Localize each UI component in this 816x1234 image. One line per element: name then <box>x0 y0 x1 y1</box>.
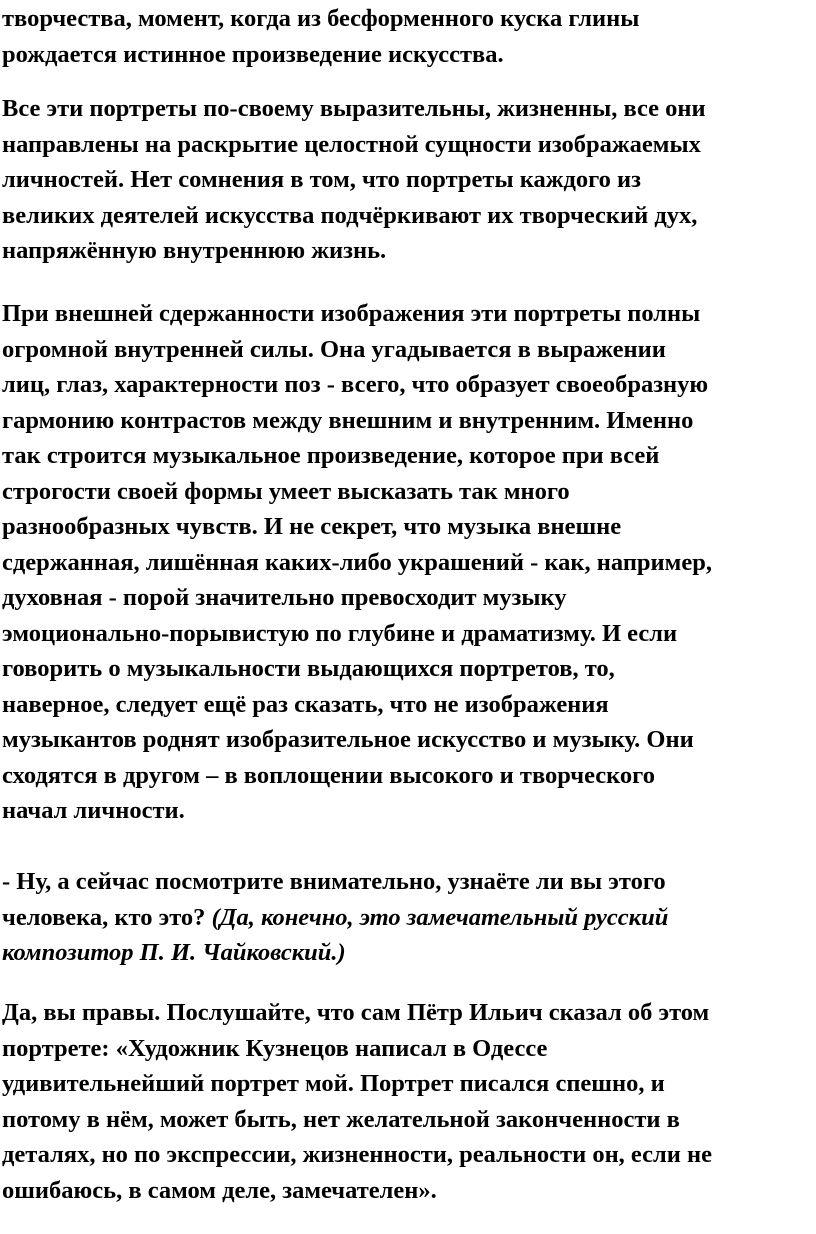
text-line: говорить о музыкальности выдающихся портретов, то, <box>2 655 615 682</box>
text-line: так строится музыкальное произведение, которое при всей <box>2 442 660 469</box>
text-line: творчества, момент, когда из бесформенного куска глины <box>2 5 640 32</box>
text-line: рождается истинное произведение искусства. <box>2 40 504 68</box>
text-line: духовная - порой значительно превосходит музыку <box>2 584 567 611</box>
text-line: напряжённую внутреннюю жизнь. <box>2 237 387 264</box>
text-line: строгости своей формы умеет высказать так много <box>2 477 570 505</box>
text-line: При внешней сдержанности изображения эти портреты полны <box>2 300 701 327</box>
text-line: разнообразных чувств. И не секрет, что музыка внешне <box>2 513 622 540</box>
text-line: великих деятелей искусства подчёркивают их творческий дух, <box>2 201 698 229</box>
text-line: удивительнейший портрет мой. Портрет писался спешно, и <box>2 1070 665 1097</box>
text-line: направлены на раскрытие целостной сущности изображаемых <box>2 130 701 158</box>
text-line: наверное, следует ещё раз сказать, что не изображения <box>2 690 609 718</box>
text-line: Все эти портреты по-своему выразительны, жизненны, все они <box>2 95 706 122</box>
text-line: личностей. Нет сомнения в том, что портреты каждого из <box>2 166 641 193</box>
text-line: огромной внутренней силы. Она угадывается в выражении <box>2 335 666 363</box>
text-line: Да, вы правы. Послушайте, что сам Пётр Ильич сказал об этом <box>2 999 710 1026</box>
text-line: гармонию контрастов между внешним и внутренним. Именно <box>2 406 694 434</box>
text-line: начал личности. <box>2 797 185 824</box>
question-text: человека, кто это? <box>2 903 212 931</box>
text-line: ошибаюсь, в самом деле, замечателен». <box>2 1176 437 1204</box>
text-line: музыкантов роднят изобразительное искусство и музыку. Они <box>2 726 694 753</box>
answer-text-italic: (Да, конечно, это замечательный русский <box>211 903 669 931</box>
text-line: сходятся в другом – в воплощении высокого и творческого <box>2 761 655 789</box>
text-line: лиц, глаз, характерности поз - всего, что образует своеобразную <box>2 371 709 398</box>
paragraph-4-question <box>2 864 668 971</box>
text-line: - Ну, а сейчас посмотрите внимательно, узнаёте ли вы этого <box>2 868 666 895</box>
text-line-mixed <box>2 900 668 936</box>
paragraph-1 <box>2 1 639 72</box>
text-line: деталях, но по экспрессии, жизненности, реальности он, если не <box>2 1141 712 1168</box>
text-line: эмоционально-порывистую по глубине и драматизму. И если <box>2 619 678 647</box>
text-line: сдержанная, лишённая каких-либо украшений - как, например, <box>2 548 712 576</box>
text-line: портрете: «Художник Кузнецов написал в Одессе <box>2 1034 548 1062</box>
text-line: потому в нём, может быть, нет желательной законченности в <box>2 1105 680 1133</box>
paragraph-5 <box>2 995 712 1208</box>
paragraph-2 <box>2 91 706 269</box>
answer-text-italic: композитор П. И. Чайковский.) <box>2 939 346 966</box>
paragraph-3 <box>2 296 712 829</box>
